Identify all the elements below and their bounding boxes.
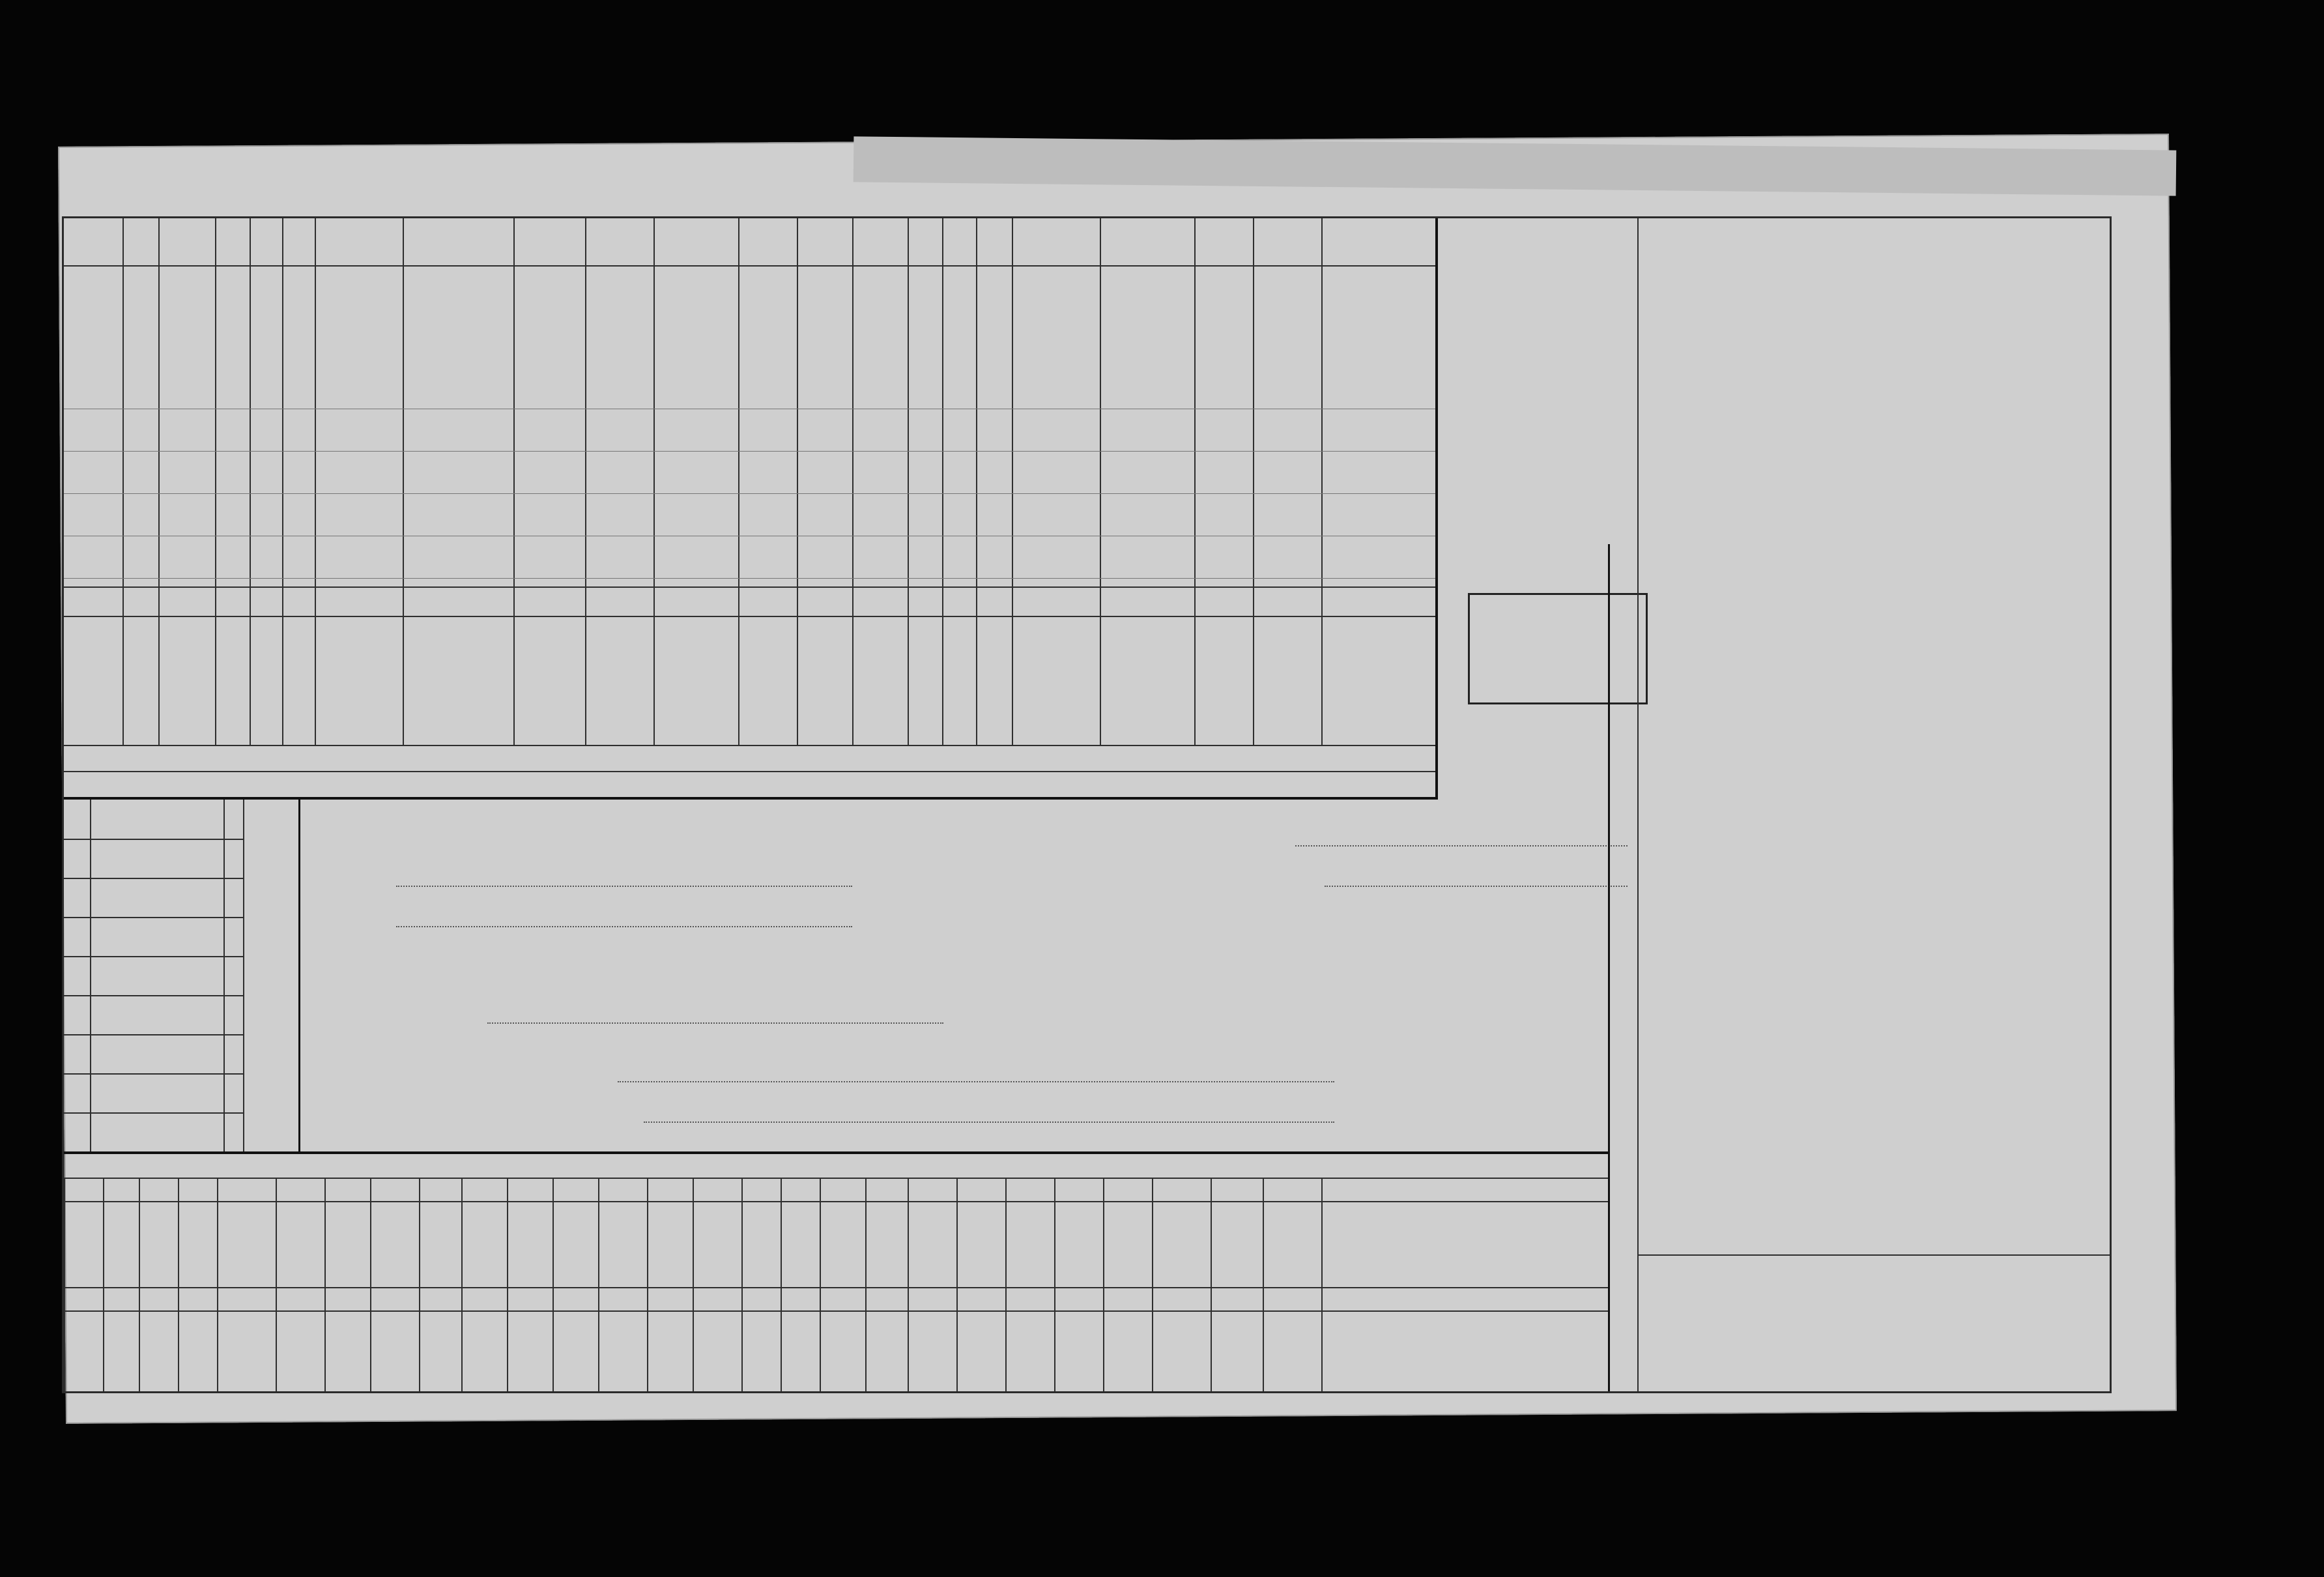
- livestock-col-header: [463, 1205, 505, 1284]
- livestock-col-header: [180, 1205, 215, 1284]
- inventory-number: [69, 922, 86, 951]
- inventory-number: [69, 805, 86, 834]
- livestock-col-header: [326, 1205, 368, 1284]
- livestock-col-header: [1154, 1205, 1209, 1284]
- pop-col-header: [516, 622, 582, 740]
- livestock-col-header: [278, 1205, 323, 1284]
- address-section: [298, 800, 1670, 1151]
- livestock-section: [64, 1151, 1608, 1391]
- pop-col-header: [855, 622, 905, 740]
- livestock-col-header: [695, 1205, 739, 1284]
- livestock-col-header: [958, 1205, 1003, 1284]
- livestock-col-header: [600, 1205, 645, 1284]
- livestock-col-header: [372, 1205, 417, 1284]
- pop-col-header: [741, 622, 794, 740]
- livestock-col-header: [822, 1205, 863, 1284]
- livestock-col-header: [421, 1205, 459, 1284]
- pop-col-header: [125, 622, 156, 740]
- inventory-section: [64, 800, 298, 1151]
- livestock-col-header: [1265, 1205, 1319, 1284]
- livestock-col-header: [1056, 1205, 1101, 1284]
- pop-col-header: [1102, 622, 1192, 740]
- pop-col-header: [656, 622, 736, 740]
- land-section: [1608, 218, 2110, 1391]
- livestock-col-header: [1105, 1205, 1150, 1284]
- livestock-col-header: [782, 1205, 818, 1284]
- pop-col-header: [1197, 622, 1250, 740]
- livestock-col-header: [649, 1205, 691, 1284]
- pop-col-header: [979, 624, 1009, 702]
- inventory-number: [69, 1000, 86, 1030]
- inventory-number: [69, 883, 86, 912]
- pop-col-header: [910, 624, 940, 702]
- pop-col-header: [252, 624, 280, 702]
- livestock-col-header: [910, 1205, 954, 1284]
- livestock-col-header: [509, 1205, 551, 1284]
- livestock-col-header: [141, 1205, 176, 1284]
- livestock-col-header: [1007, 1205, 1052, 1284]
- pop-col-header: [218, 624, 247, 702]
- livestock-col-header: [743, 1205, 779, 1284]
- population-section: [64, 218, 1435, 805]
- inventory-number: [69, 1118, 86, 1147]
- pop-col-header: [588, 622, 651, 740]
- inventory-number: [69, 1078, 86, 1108]
- pop-col-header: [66, 622, 120, 740]
- census-card: [62, 216, 2112, 1393]
- pop-col-header: [1255, 622, 1319, 740]
- inventory-number: [69, 961, 86, 991]
- pop-col-header: [285, 624, 312, 702]
- livestock-col-header: [554, 1205, 596, 1284]
- livestock-col-header: [1212, 1205, 1261, 1284]
- pop-col-header: [405, 622, 511, 740]
- pop-col-header: [945, 624, 973, 702]
- livestock-col-header: [105, 1205, 137, 1284]
- pop-col-header: [799, 622, 850, 740]
- inventory-number: [69, 844, 86, 873]
- livestock-col-header: [867, 1205, 906, 1284]
- pop-col-header: [161, 622, 212, 740]
- livestock-col-header: [66, 1205, 101, 1284]
- livestock-col-header: [1323, 1205, 1606, 1284]
- livestock-col-header: [219, 1205, 274, 1284]
- inventory-number: [69, 1039, 86, 1069]
